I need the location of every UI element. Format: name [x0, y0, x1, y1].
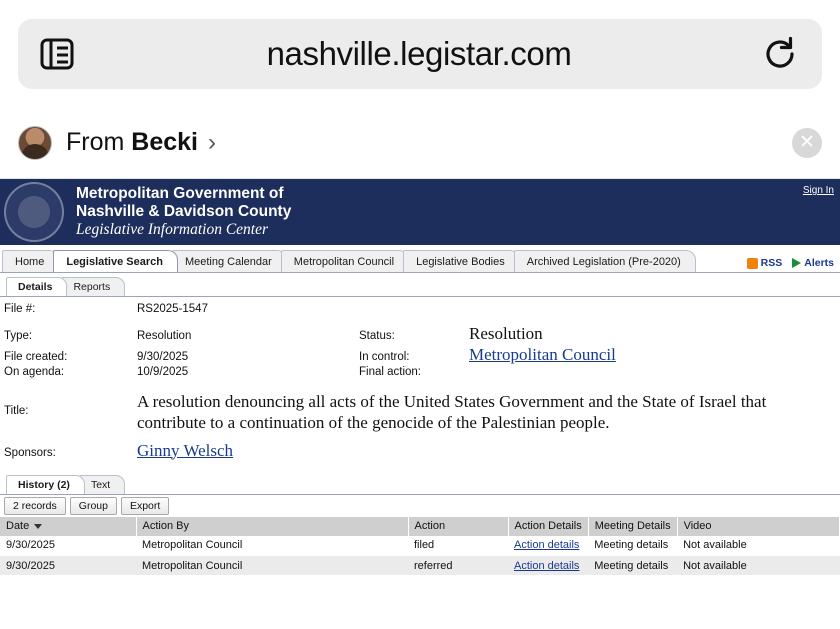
reload-icon[interactable]: [760, 34, 800, 74]
cell-action-details[interactable]: [508, 556, 588, 576]
status-label: Status:: [359, 330, 395, 342]
file-number-value: RS2025-1547: [137, 303, 208, 315]
cell-date: 9/30/2025: [0, 536, 136, 556]
column-header-action[interactable]: Action: [408, 517, 508, 536]
field-row-type-status: [4, 324, 840, 345]
tab-text[interactable]: Text: [79, 475, 125, 494]
field-row-created-control: [4, 345, 840, 366]
table-header-row: [0, 517, 840, 536]
status-value: Resolution: [469, 324, 543, 343]
shared-from-banner[interactable]: [0, 107, 840, 179]
alerts-icon: [792, 258, 801, 268]
type-label: Type:: [4, 330, 33, 342]
sign-in-link[interactable]: Sign In: [802, 185, 834, 196]
cell-meeting-details[interactable]: Meeting details: [588, 536, 677, 556]
action-details-link[interactable]: Action details: [514, 559, 580, 572]
nav-tab-home[interactable]: Home: [2, 250, 59, 272]
nav-tab-legislative-bodies[interactable]: Legislative Bodies: [403, 250, 520, 272]
column-header-action-details[interactable]: Action Details: [508, 517, 588, 536]
field-row-agenda-final: [4, 366, 840, 387]
header-line-2: Nashville & Davidson County: [76, 202, 292, 220]
table-row[interactable]: [0, 556, 840, 576]
nav-tab-meeting-calendar[interactable]: Meeting Calendar: [172, 250, 287, 272]
field-row-file-number: [4, 303, 840, 324]
file-created-value: 9/30/2025: [137, 351, 189, 363]
export-button[interactable]: Export: [121, 497, 169, 515]
rss-label: RSS: [760, 257, 783, 269]
cell-meeting-details[interactable]: Meeting details: [588, 556, 677, 576]
nav-tab-metropolitan-council[interactable]: Metropolitan Council: [281, 250, 409, 272]
title-value: A resolution denouncing all acts of the United States Government and the State of Israel that contribute to a continuation of the genocide of the Palestinian people.: [137, 392, 767, 433]
cell-date: 9/30/2025: [0, 556, 136, 576]
sort-descending-icon: [34, 524, 42, 529]
in-control-link[interactable]: Metropolitan Council: [469, 345, 616, 364]
history-tabs: [0, 471, 840, 495]
group-button[interactable]: Group: [70, 497, 117, 515]
on-agenda-value: 10/9/2025: [137, 366, 189, 378]
cell-action: filed: [408, 536, 508, 556]
detail-subtabs: [0, 273, 840, 297]
field-row-sponsors: [4, 441, 840, 461]
final-action-label: Final action:: [359, 366, 422, 378]
column-header-date-label: Date: [6, 520, 30, 532]
nav-tab-archived-legislation[interactable]: Archived Legislation (Pre-2020): [514, 250, 696, 272]
field-row-title: [4, 391, 840, 434]
main-nav: [0, 245, 840, 273]
alerts-label: Alerts: [804, 257, 834, 269]
shared-from-label: [66, 128, 198, 157]
avatar: [18, 126, 52, 160]
address-bar[interactable]: [18, 19, 822, 89]
sponsors-label: Sponsors:: [4, 446, 56, 459]
column-header-date[interactable]: [0, 517, 136, 536]
close-icon[interactable]: ✕: [792, 128, 822, 158]
action-details-link[interactable]: Action details: [514, 539, 580, 552]
cell-action: referred: [408, 556, 508, 576]
cell-action-by: Metropolitan Council: [136, 556, 408, 576]
history-toolbar: [0, 495, 840, 517]
city-seal-icon: [4, 182, 64, 242]
table-row[interactable]: [0, 536, 840, 556]
record-count-button[interactable]: 2 records: [4, 497, 66, 515]
record-details: [0, 297, 840, 461]
on-agenda-label: On agenda:: [4, 366, 65, 378]
nav-tab-legislative-search[interactable]: Legislative Search: [53, 250, 178, 272]
tab-reports[interactable]: Reports: [61, 277, 125, 296]
cell-video: Not available: [677, 556, 839, 576]
nav-utilities: [747, 257, 840, 272]
in-control-label: In control:: [359, 351, 410, 363]
page-title: [76, 185, 291, 238]
reader-view-icon[interactable]: [40, 37, 78, 71]
url-text[interactable]: nashville.legistar.com: [266, 34, 572, 72]
file-number-label: File #:: [4, 303, 36, 315]
tab-history[interactable]: History (2): [6, 475, 85, 494]
sponsor-link[interactable]: Ginny Welsch: [137, 440, 234, 460]
rss-icon: [747, 258, 758, 269]
type-value: Resolution: [137, 330, 192, 342]
column-header-meeting-details[interactable]: Meeting Details: [588, 517, 677, 536]
alerts-link[interactable]: [792, 257, 834, 269]
title-label: Title:: [4, 405, 29, 417]
browser-toolbar: [0, 0, 840, 107]
tab-details[interactable]: Details: [6, 277, 67, 296]
chevron-right-icon[interactable]: ›: [208, 128, 216, 156]
site-header: [0, 179, 840, 245]
from-prefix: From: [66, 128, 132, 156]
file-created-label: File created:: [4, 351, 68, 363]
column-header-action-by[interactable]: Action By: [136, 517, 408, 536]
cell-action-details[interactable]: [508, 536, 588, 556]
header-line-3: Legislative Information Center: [76, 221, 269, 239]
cell-action-by: Metropolitan Council: [136, 536, 408, 556]
column-header-video[interactable]: Video: [677, 517, 839, 536]
sender-name: Becki: [131, 128, 198, 156]
header-line-1: Metropolitan Government of: [76, 185, 284, 203]
cell-video: Not available: [677, 536, 839, 556]
rss-link[interactable]: [747, 257, 783, 269]
history-table: [0, 517, 840, 577]
